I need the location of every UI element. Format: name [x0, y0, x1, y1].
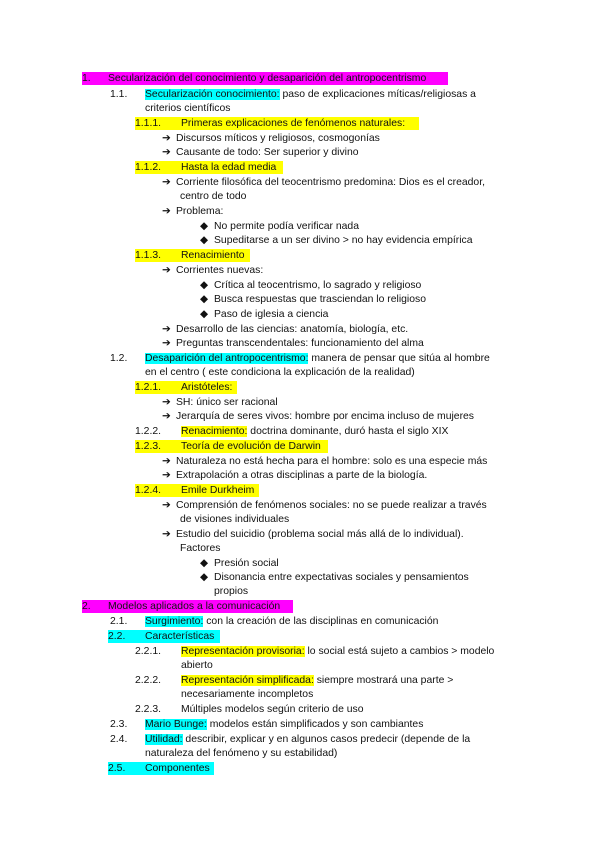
bullet-item	[162, 396, 278, 409]
arrow-icon: ➔	[162, 265, 171, 276]
sub-bullet-item	[200, 279, 421, 292]
arrow-icon: ➔	[162, 500, 171, 511]
item-1-1	[145, 88, 476, 101]
bullet-text: Discursos míticos y religiosos, cosmogonías	[176, 133, 380, 144]
bullet-text: Causante de todo: Ser superior y divino	[176, 147, 359, 158]
arrow-icon: ➔	[162, 411, 171, 422]
section-2-number: 2.	[82, 601, 91, 612]
highlighted-term: Utilidad:	[145, 734, 183, 745]
sub-bullet-item	[200, 571, 469, 584]
bullet-text: Jerarquía de seres vivos: hombre por encima incluso de mujeres	[176, 411, 475, 422]
item-1-2-2	[181, 425, 448, 438]
diamond-icon: ◆	[200, 309, 208, 320]
item-text: manera de pensar que sitúa al hombre	[308, 353, 490, 364]
bullet-item	[162, 264, 263, 277]
subheading: Hasta la edad media	[181, 162, 277, 173]
item-number: 2.2.	[108, 631, 126, 642]
item-1-1-3	[135, 249, 250, 262]
arrow-icon: ➔	[162, 470, 171, 481]
item-number: 2.3.	[110, 719, 128, 730]
bullet-text: No permite podía verificar nada	[214, 221, 359, 232]
bullet-text: Extrapolación a otras disciplinas a parte de la biología.	[176, 470, 428, 481]
arrow-icon: ➔	[162, 397, 171, 408]
item-2-5	[108, 762, 214, 775]
item-1-1-1	[135, 117, 419, 130]
bullet-item	[162, 337, 424, 350]
item-2-3	[145, 718, 423, 731]
bullet-text: Corrientes nuevas:	[176, 265, 264, 276]
bullet-text: centro de todo	[180, 191, 247, 202]
bullet-item	[162, 455, 487, 468]
item-number: 1.2.4.	[135, 485, 161, 496]
highlighted-term: Secularización conocimiento:	[145, 89, 280, 100]
item-text: lo social está sujeto a cambios > modelo	[304, 646, 495, 657]
diamond-icon: ◆	[200, 572, 208, 583]
item-number: 2.2.3.	[135, 704, 161, 715]
section-1-title: Secularización del conocimiento y desaparición del antropocentrismo	[108, 73, 427, 84]
bullet-text: Corriente filosófica del teocentrismo predomina: Dios es el creador,	[176, 177, 485, 188]
bullet-item	[162, 176, 485, 189]
bullet-item	[162, 132, 380, 145]
item-number: 2.2.1.	[135, 646, 161, 657]
item-text: con la creación de las disciplinas en comunicación	[203, 616, 439, 627]
sub-bullet-item	[200, 293, 426, 306]
item-1-2-1	[135, 381, 237, 394]
item-text: abierto	[181, 660, 213, 671]
highlighted-term: Desaparición del antropocentrismo:	[145, 353, 309, 364]
sub-bullet-item	[200, 234, 472, 247]
section-1-number: 1.	[82, 73, 91, 84]
bullet-text: Crítica al teocentrismo, lo sagrado y religioso	[214, 280, 422, 291]
bullet-text: Comprensión de fenómenos sociales: no se puede realizar a través	[176, 500, 487, 511]
item-number: 1.2.2.	[135, 426, 161, 437]
sub-bullet-item	[200, 308, 328, 321]
item-number: 1.2.3.	[135, 441, 161, 452]
bullet-text: Disonancia entre expectativas sociales y pensamientos	[214, 572, 469, 583]
diamond-icon: ◆	[200, 221, 208, 232]
highlighted-term: Surgimiento:	[145, 616, 204, 627]
item-2-2	[108, 630, 220, 643]
bullet-item	[162, 469, 427, 482]
arrow-icon: ➔	[162, 133, 171, 144]
bullet-text: propios	[214, 586, 249, 597]
bullet-item	[162, 205, 223, 218]
item-number: 2.1.	[110, 616, 128, 627]
diamond-icon: ◆	[200, 294, 208, 305]
item-text: doctrina dominante, duró hasta el siglo XIX	[247, 426, 449, 437]
bullet-item	[162, 499, 487, 512]
bullet-item	[162, 528, 464, 541]
section-1-heading	[82, 72, 448, 85]
section-2-title: Modelos aplicados a la comunicación	[108, 601, 281, 612]
item-text: naturaleza del fenómeno y su estabilidad)	[145, 748, 338, 759]
arrow-icon: ➔	[162, 206, 171, 217]
bullet-text: Naturaleza no está hecha para el hombre: solo es una especie más	[176, 456, 488, 467]
item-text: modelos están simplificados y son cambiantes	[206, 719, 424, 730]
item-2-2-3: Múltiples modelos según criterio de uso	[181, 704, 364, 715]
bullet-item	[162, 410, 474, 423]
subheading: Renacimiento	[181, 250, 245, 261]
item-1-2-3	[135, 440, 328, 453]
arrow-icon: ➔	[162, 177, 171, 188]
diamond-icon: ◆	[200, 280, 208, 291]
bullet-item	[162, 323, 408, 336]
item-2-1	[145, 615, 438, 628]
bullet-text: de visiones individuales	[180, 514, 290, 525]
highlighted-term: Mario Bunge:	[145, 719, 207, 730]
item-number: 2.4.	[110, 734, 128, 745]
item-1-1-2	[135, 161, 283, 174]
bullet-text: Presión social	[214, 558, 279, 569]
highlighted-term: Renacimiento:	[181, 426, 248, 437]
arrow-icon: ➔	[162, 324, 171, 335]
sub-bullet-item	[200, 220, 359, 233]
bullet-text: Factores	[180, 543, 221, 554]
subheading: Características	[145, 631, 215, 642]
bullet-text: Desarrollo de las ciencias: anatomía, biología, etc.	[176, 324, 409, 335]
item-text: necesariamente incompletos	[181, 689, 314, 700]
diamond-icon: ◆	[200, 558, 208, 569]
section-2-heading	[82, 600, 293, 613]
item-text: describir, explicar y en algunos casos predecir (depende de la	[182, 734, 471, 745]
item-1-2	[145, 352, 490, 365]
subheading: Teoría de evolución de Darwin	[181, 441, 321, 452]
subheading: Aristóteles:	[181, 382, 233, 393]
item-number: 1.1.	[110, 89, 128, 100]
item-number: 1.1.3.	[135, 250, 161, 261]
arrow-icon: ➔	[162, 456, 171, 467]
diamond-icon: ◆	[200, 235, 208, 246]
item-text: paso de explicaciones míticas/religiosas a	[279, 89, 476, 100]
arrow-icon: ➔	[162, 147, 171, 158]
item-text: siempre mostrará una parte >	[313, 675, 454, 686]
item-text: criterios científicos	[145, 103, 231, 114]
subheading: Componentes	[145, 763, 210, 774]
item-2-4	[145, 733, 470, 746]
item-number: 2.5.	[108, 763, 126, 774]
highlighted-term: Representación simplificada:	[181, 675, 314, 686]
bullet-text: Paso de iglesia a ciencia	[214, 309, 329, 320]
item-2-2-1	[181, 645, 494, 658]
item-number: 2.2.2.	[135, 675, 161, 686]
sub-bullet-item	[200, 557, 279, 570]
subheading: Emile Durkheim	[181, 485, 255, 496]
arrow-icon: ➔	[162, 529, 171, 540]
item-number: 1.1.1.	[135, 118, 161, 129]
arrow-icon: ➔	[162, 338, 171, 349]
bullet-text: Busca respuestas que trasciendan lo religioso	[214, 294, 426, 305]
highlighted-term: Representación provisoria:	[181, 646, 305, 657]
bullet-item	[162, 146, 359, 159]
item-number: 1.2.1.	[135, 382, 161, 393]
item-1-2-4	[135, 484, 259, 497]
bullet-text: Estudio del suicidio (problema social más allá de lo individual).	[176, 529, 464, 540]
item-2-2-2	[181, 674, 453, 687]
bullet-text: Supeditarse a un ser divino > no hay evidencia empírica	[214, 235, 473, 246]
item-number: 1.2.	[110, 353, 128, 364]
item-text: en el centro ( este condiciona la explicación de la realidad)	[145, 367, 415, 378]
bullet-text: Preguntas transcendentales: funcionamiento del alma	[176, 338, 424, 349]
bullet-text: Problema:	[176, 206, 224, 217]
bullet-text: SH: único ser racional	[176, 397, 278, 408]
item-number: 1.1.2.	[135, 162, 161, 173]
subheading: Primeras explicaciones de fenómenos naturales:	[181, 118, 406, 129]
